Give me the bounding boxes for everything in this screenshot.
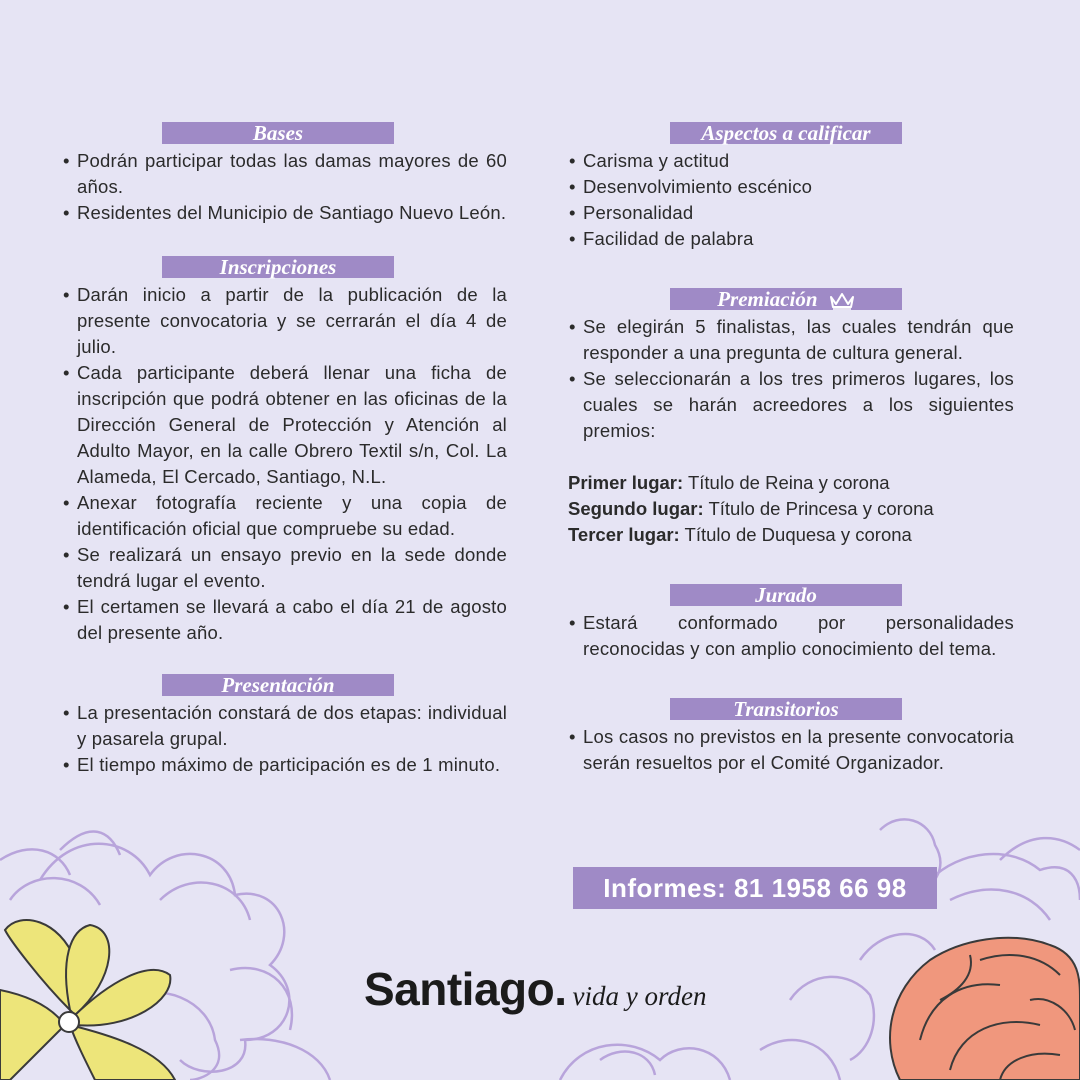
presentacion-list <box>62 700 507 778</box>
section-title-premiacion: Premiación <box>717 287 818 311</box>
aspectos-list <box>568 148 1014 252</box>
premiacion-list <box>568 314 1014 444</box>
section-title-aspectos: Aspectos a calificar <box>670 122 902 144</box>
list-item: • Desenvolvimiento escénico <box>568 174 1014 200</box>
prize-label: Primer lugar: <box>568 472 684 493</box>
section-presentacion <box>62 674 507 778</box>
section-jurado <box>568 584 1014 662</box>
prize-first <box>568 470 1014 496</box>
informes-phone-banner: Informes: 81 1958 66 98 <box>573 867 937 909</box>
prize-value: Título de Reina y corona <box>683 472 890 493</box>
section-title-inscripciones: Inscripciones <box>162 256 394 278</box>
section-title-jurado: Jurado <box>670 584 902 606</box>
list-item: • Carisma y actitud <box>568 148 1014 174</box>
prize-label: Tercer lugar: <box>568 524 680 545</box>
section-title-premiacion-wrap <box>670 288 902 310</box>
section-inscripciones <box>62 256 507 646</box>
brand-name: Santiago. <box>364 963 567 1015</box>
brand-logo <box>364 962 707 1016</box>
section-title-bases: Bases <box>162 122 394 144</box>
list-item: • Los casos no previstos en la presente convocatoria serán resueltos por el Comité Organizador. <box>568 724 1014 776</box>
coral-flower <box>890 938 1080 1080</box>
list-item: • Estará conformado por personalidades reconocidas y con amplio conocimiento del tema. <box>568 610 1014 662</box>
section-bases <box>62 122 507 226</box>
section-premiacion <box>568 288 1014 548</box>
left-column <box>62 120 507 778</box>
list-item: • Anexar fotografía reciente y una copia de identificación oficial que compruebe su edad. <box>62 490 507 542</box>
prizes <box>568 470 1014 548</box>
yellow-flower <box>0 920 175 1080</box>
prize-value: Título de Duquesa y corona <box>679 524 912 545</box>
list-item: • Se seleccionarán a los tres primeros lugares, los cuales se harán acreedores a los siguientes premios: <box>568 366 1014 444</box>
right-column <box>568 120 1014 776</box>
prize-value: Título de Princesa y corona <box>703 498 934 519</box>
list-item: • Darán inicio a partir de la publicación de la presente convocatoria y se cerrarán el día 4 de julio. <box>62 282 507 360</box>
prize-third <box>568 522 1014 548</box>
list-item: • Personalidad <box>568 200 1014 226</box>
list-item: • Cada participante deberá llenar una ficha de inscripción que podrá obtener en las oficinas de la Dirección General de Protección y Atención al Adulto Mayor, en la calle Obrero Textil s/n, Col. La Alameda, El Cercado, Santiago, N.L. <box>62 360 507 490</box>
list-item: • Se realizará un ensayo previo en la sede donde tendrá lugar el evento. <box>62 542 507 594</box>
prize-second <box>568 496 1014 522</box>
brand-tagline: vida y orden <box>572 981 707 1011</box>
list-item: • El tiempo máximo de participación es de 1 minuto. <box>62 752 507 778</box>
crown-icon <box>829 292 855 310</box>
prize-label: Segundo lugar: <box>568 498 704 519</box>
jurado-list <box>568 610 1014 662</box>
list-item: • Facilidad de palabra <box>568 226 1014 252</box>
section-title-transitorios: Transitorios <box>670 698 902 720</box>
inscripciones-list <box>62 282 507 646</box>
list-item: • Se elegirán 5 finalistas, las cuales tendrán que responder a una pregunta de cultura general. <box>568 314 1014 366</box>
list-item: • El certamen se llevará a cabo el día 21 de agosto del presente año. <box>62 594 507 646</box>
list-item: • Podrán participar todas las damas mayores de 60 años. <box>62 148 507 200</box>
list-item: • Residentes del Municipio de Santiago Nuevo León. <box>62 200 507 226</box>
transitorios-list <box>568 724 1014 776</box>
section-title-presentacion: Presentación <box>162 674 394 696</box>
section-transitorios <box>568 698 1014 776</box>
section-aspectos <box>568 122 1014 252</box>
list-item: • La presentación constará de dos etapas: individual y pasarela grupal. <box>62 700 507 752</box>
bases-list <box>62 148 507 226</box>
